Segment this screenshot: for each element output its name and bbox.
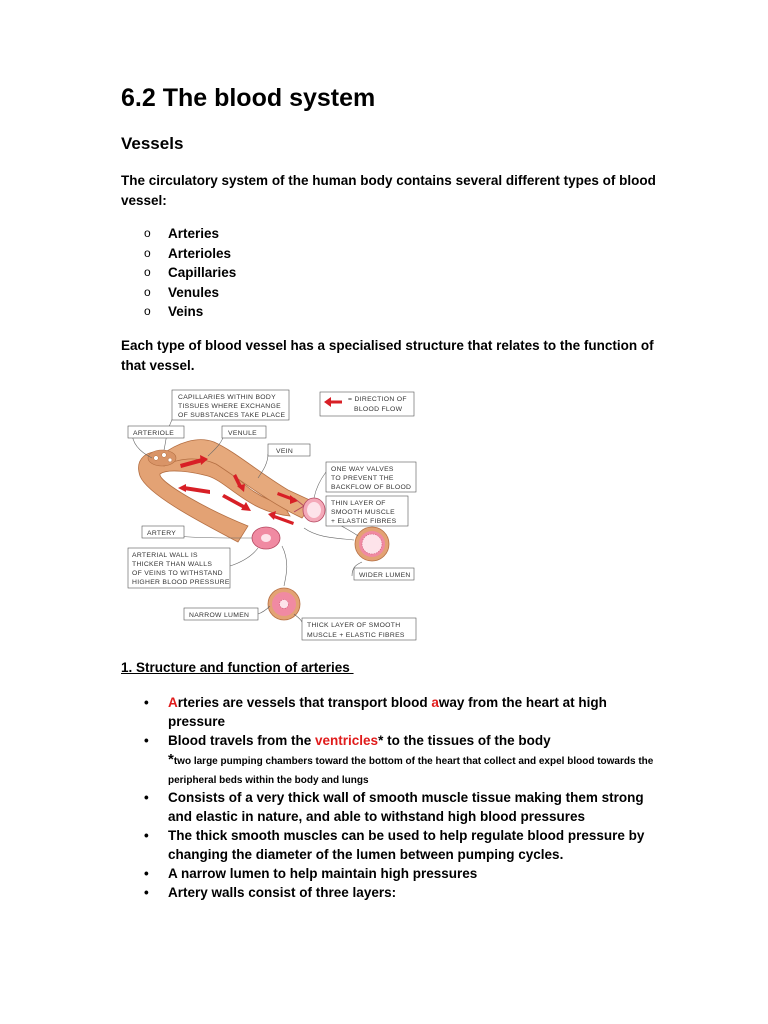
connector-line [304, 528, 354, 540]
bullet-icon: • [144, 828, 149, 843]
bullet-icon: • [144, 733, 149, 748]
bullet-icon: • [144, 866, 149, 881]
list-item [144, 693, 664, 731]
list-marker: o [144, 284, 151, 299]
list-item-label: Arteries [168, 226, 220, 241]
list-item [144, 263, 236, 283]
label-thin-layer-line: THIN LAYER OF [331, 500, 386, 507]
bullet-text: Consists of a very thick wall of smooth muscle tissue making them strong and elastic in nature, and able to withstand high blood pressures [168, 790, 644, 824]
list-marker: o [144, 265, 151, 279]
highlight-ventricles: ventricles [315, 733, 379, 748]
list-marker: o [144, 245, 151, 260]
list-item-label: Capillaries [168, 265, 237, 280]
capillary-bed [148, 450, 176, 466]
label-valves-line: ONE WAY VALVES [331, 466, 394, 473]
list-item [144, 826, 664, 864]
blood-vessel-diagram [118, 386, 423, 648]
label-direction-line: BLOOD FLOW [354, 406, 403, 413]
label-arterial-wall-line: OF VEINS TO WITHSTAND [132, 570, 223, 577]
list-item [144, 788, 664, 826]
intro-paragraph: The circulatory system of the human body contains several different types of blood vessel: [121, 173, 656, 208]
label-capillaries-line: TISSUES WHERE EXCHANGE [178, 403, 281, 410]
connector-line [294, 614, 302, 622]
list-item [144, 864, 664, 883]
label-thick-layer-line: MUSCLE + ELASTIC FIBRES [307, 632, 405, 639]
list-item [144, 883, 664, 902]
section-heading-arteries: 1. Structure and function of arteries [121, 660, 354, 675]
highlight-a: A [168, 695, 178, 710]
label-vein: VEIN [276, 448, 294, 455]
list-item-label: Venules [168, 284, 220, 300]
label-wider-lumen: WIDER LUMEN [359, 572, 411, 579]
label-valves-line: BACKFLOW OF BLOOD [331, 484, 412, 491]
bullet-text: Artery walls consist of three layers: [168, 885, 397, 900]
bullet-text: way from the heart at high pressure [168, 695, 607, 729]
bullet-icon: • [144, 695, 149, 710]
vein-cross-section-lumen [362, 534, 382, 554]
section-heading-vessels: Vessels [121, 134, 184, 153]
connector-line [282, 546, 287, 586]
label-capillaries-line: CAPILLARIES WITHIN BODY [178, 394, 276, 401]
label-arterial-wall-line: THICKER THAN WALLS [132, 561, 213, 568]
bullet-text: A narrow lumen to help maintain high pressures [168, 866, 478, 881]
label-direction-line: = DIRECTION OF [348, 396, 407, 403]
capillary-dot [154, 456, 159, 461]
artery-lumen [261, 534, 271, 542]
connector-line [314, 472, 326, 498]
flow-arrow-icon [178, 484, 186, 492]
label-arteriole: ARTERIOLE [133, 430, 175, 437]
vein-lumen [307, 502, 321, 518]
label-narrow-lumen: NARROW LUMEN [189, 612, 250, 619]
label-venule: VENULE [228, 430, 257, 437]
specialised-paragraph: Each type of blood vessel has a specialised structure that relates to the function of that vessel. [121, 338, 654, 373]
artery-cross-section-lumen [280, 600, 289, 609]
list-item-label: Arterioles [168, 245, 232, 261]
label-capillaries-line: OF SUBSTANCES TAKE PLACE [178, 412, 286, 419]
capillary-dot [168, 458, 172, 462]
label-valves-line: TO PREVENT THE [331, 475, 394, 482]
list-item [144, 283, 236, 303]
vessel-type-list [144, 224, 236, 322]
label-thin-layer-line: SMOOTH MUSCLE [331, 509, 395, 516]
footnote-star: * [168, 751, 174, 768]
label-arterial-wall-line: HIGHER BLOOD PRESSURE [132, 579, 230, 586]
page-title: 6.2 The blood system [121, 84, 376, 112]
bullet-text: rteries are vessels that transport blood [177, 695, 432, 710]
arteries-bullet-list [144, 693, 664, 902]
list-marker: o [144, 226, 151, 240]
bullet-icon: • [144, 885, 149, 900]
list-item [144, 302, 236, 322]
label-thick-layer-line: THICK LAYER OF SMOOTH [307, 622, 401, 629]
label-artery: ARTERY [147, 530, 177, 537]
list-item [144, 224, 236, 244]
capillary-dot [162, 453, 167, 458]
bullet-text: The thick smooth muscles can be used to help regulate blood pressure by changing the diameter of the lumen between pumping cycles. [168, 828, 645, 862]
bullet-text: Blood travels from the [168, 733, 316, 748]
flow-arrow-icon [184, 486, 210, 494]
highlight-a: a [431, 695, 439, 710]
label-thin-layer-line: + ELASTIC FIBRES [331, 518, 397, 525]
bullet-text: * to the tissues of the body [378, 733, 551, 748]
connector-line [230, 548, 258, 566]
bullet-icon: • [144, 790, 149, 805]
list-marker: o [144, 304, 151, 318]
label-arterial-wall-line: ARTERIAL WALL IS [132, 552, 198, 559]
list-item-label: Veins [168, 304, 204, 319]
footnote-text: two large pumping chambers toward the bottom of the heart that collect and expel blood towards the peripheral beds within the body and lungs [168, 756, 654, 786]
list-item [144, 731, 664, 788]
list-item [144, 244, 236, 264]
